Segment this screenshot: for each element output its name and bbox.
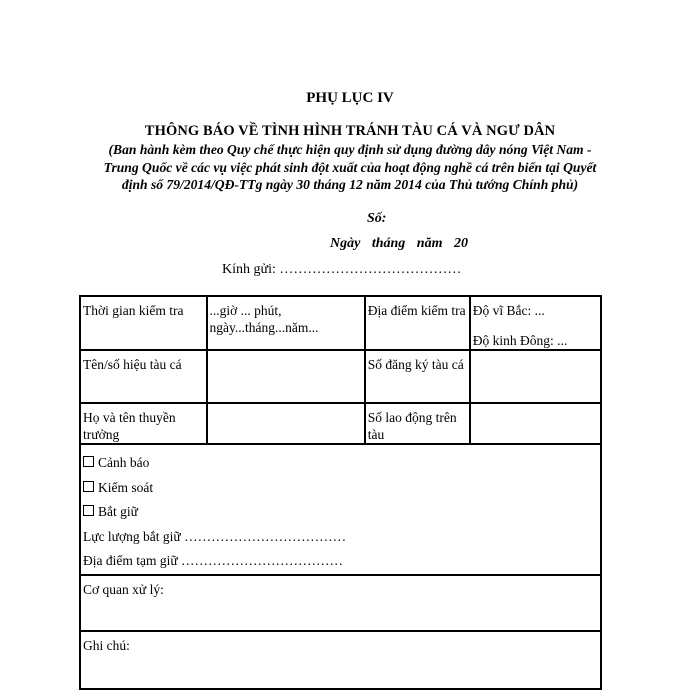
table-row: [80, 631, 601, 689]
captain-name-field[interactable]: [207, 403, 365, 444]
inspection-location-label: Địa điểm kiểm tra: [365, 296, 470, 350]
vessel-name-field[interactable]: [207, 350, 365, 403]
handling-agency-field[interactable]: Cơ quan xử lý:: [80, 575, 601, 631]
table-row: [80, 296, 601, 350]
arrest-option[interactable]: [83, 500, 598, 525]
control-label: Kiểm soát: [98, 479, 154, 495]
latitude-text: Độ vĩ Bắc: ...: [472, 303, 545, 318]
longitude-text: Độ kinh Đông: ...: [472, 332, 568, 348]
notes-field[interactable]: Ghi chú:: [80, 631, 601, 689]
table-row: [80, 444, 601, 575]
crew-count-label: Số lao động trên tàu: [365, 403, 470, 444]
appendix-heading: PHỤ LỤC IV: [306, 90, 394, 106]
actions-cell: [80, 444, 601, 575]
report-form-table: [79, 295, 602, 690]
crew-count-field[interactable]: [470, 403, 601, 444]
vessel-name-label: Tên/số hiệu tàu cá: [80, 350, 207, 403]
captain-name-label: Họ và tên thuyền trưởng: [80, 403, 207, 444]
table-row: [80, 575, 601, 631]
document-date: Ngày tháng năm 20: [330, 236, 468, 251]
detention-location-line[interactable]: Địa điểm tạm giữ ………………………………: [83, 553, 344, 568]
registration-number-field[interactable]: [470, 350, 601, 403]
table-row: [80, 403, 601, 444]
inspection-time-label: Thời gian kiểm tra: [80, 296, 207, 350]
inspection-time-field[interactable]: ...giờ ... phút, ngày...tháng...năm...: [207, 296, 365, 350]
checkbox-icon[interactable]: [83, 505, 94, 516]
document-title: THÔNG BÁO VỀ TÌNH HÌNH TRÁNH TÀU CÁ VÀ NGƯ DÂN: [144, 123, 556, 139]
arresting-force-line[interactable]: Lực lượng bắt giữ ………………………………: [83, 528, 347, 544]
recipient-line: Kính gửi: …………………………………: [222, 262, 462, 277]
checkbox-icon[interactable]: [83, 481, 94, 492]
table-row: [80, 350, 601, 403]
document-number: Số:: [367, 211, 387, 226]
arrest-label: Bắt giữ: [98, 504, 138, 519]
control-option[interactable]: [83, 476, 598, 501]
checkbox-icon[interactable]: [83, 456, 94, 467]
coordinates-field[interactable]: [470, 296, 601, 350]
legal-basis: (Ban hành kèm theo Quy chế thực hiện quy định sử dụng đường dây nóng Việt Nam - Trung Quốc về các vụ việc phát sinh đột xuất của hoạt động nghề cá trên biển tại Quyết định số 79/2014/QĐ-TTg ngày 30 tháng 12 năm 2014 của Thủ tướng Chính phủ): [103, 142, 597, 192]
registration-number-label: Số đăng ký tàu cá: [365, 350, 470, 403]
warning-option[interactable]: [83, 451, 598, 476]
warning-label: Cảnh báo: [98, 455, 150, 470]
